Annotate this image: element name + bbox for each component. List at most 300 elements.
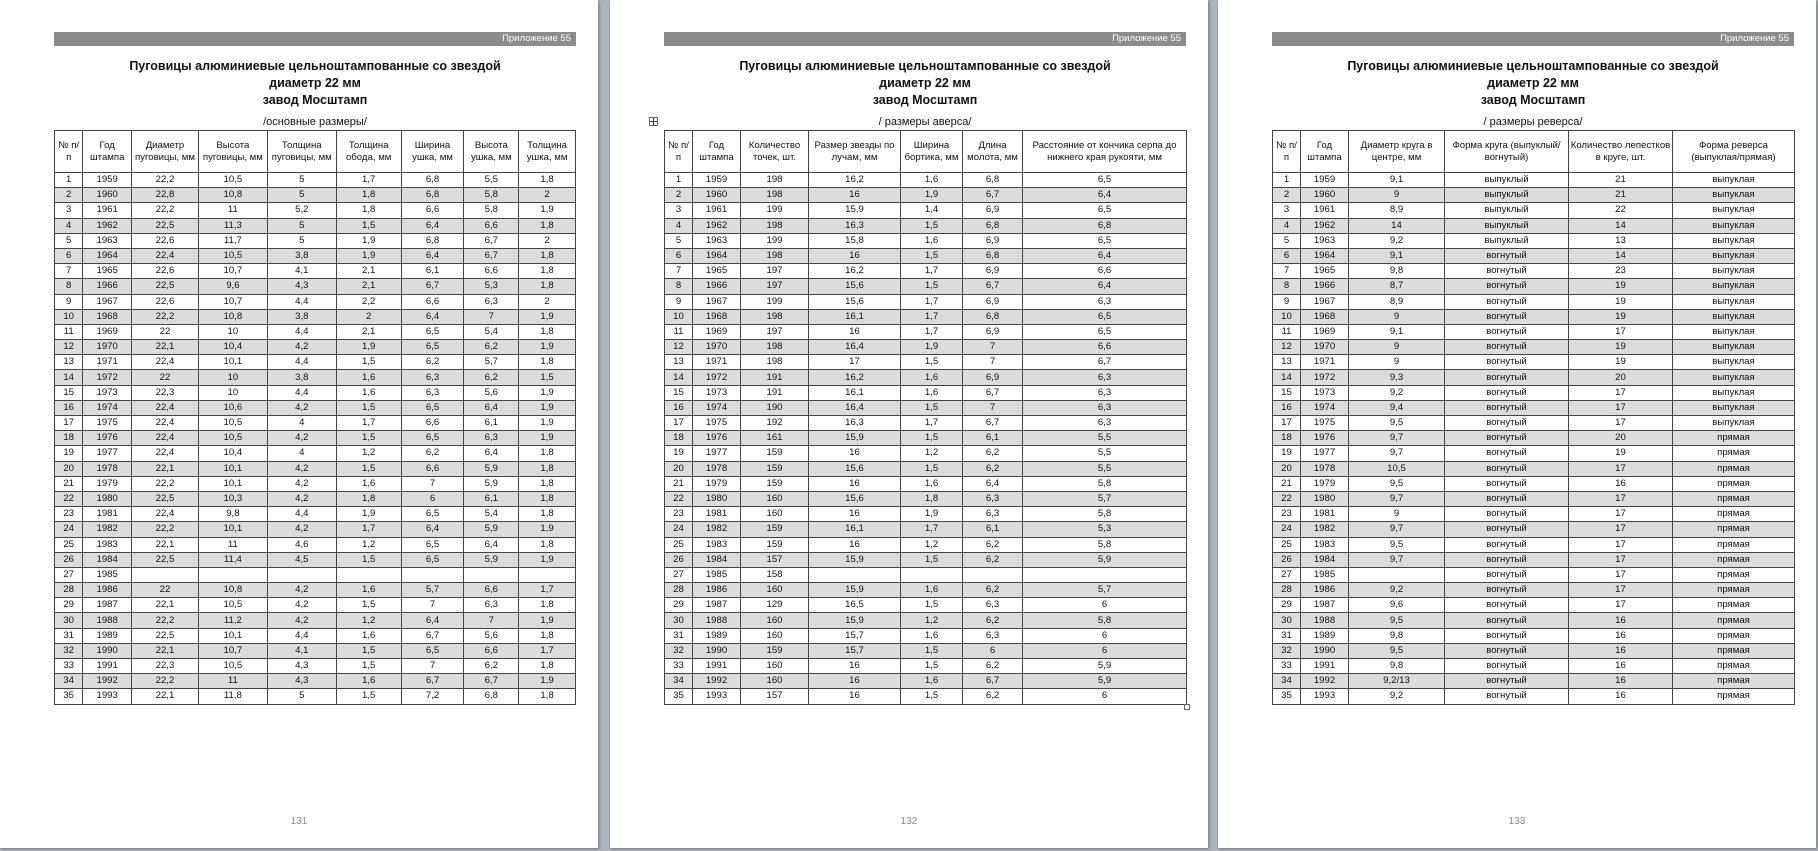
table-cell[interactable]	[401, 567, 464, 582]
table-cell[interactable]: 1973	[1301, 385, 1349, 400]
table-cell[interactable]: 14	[1273, 370, 1301, 385]
table-cell[interactable]: 16	[1569, 643, 1673, 658]
table-cell[interactable]: 16	[809, 537, 901, 552]
table-cell[interactable]: 31	[1273, 628, 1301, 643]
table-cell[interactable]: 1960	[1301, 188, 1349, 203]
table-cell[interactable]: 26	[1273, 552, 1301, 567]
table-cell[interactable]: 22,4	[132, 355, 199, 370]
table-cell[interactable]: 14	[1349, 218, 1445, 233]
table-cell[interactable]: 9,7	[1349, 446, 1445, 461]
table-cell[interactable]: 4,2	[267, 583, 336, 598]
table-cell[interactable]: 34	[665, 674, 693, 689]
table-cell[interactable]: 1,8	[519, 355, 576, 370]
table-cell[interactable]: 24	[665, 522, 693, 537]
table-cell[interactable]: 22,6	[132, 233, 199, 248]
table-cell[interactable]: 17	[1569, 400, 1673, 415]
table-cell[interactable]: выпуклая	[1673, 400, 1795, 415]
table-cell[interactable]: выпуклая	[1673, 248, 1795, 263]
table-cell[interactable]: 16	[809, 446, 901, 461]
table-cell[interactable]: 9	[665, 294, 693, 309]
table-cell[interactable]: 1,9	[901, 507, 963, 522]
table-cell[interactable]: 1960	[693, 188, 741, 203]
table-cell[interactable]: прямая	[1673, 507, 1795, 522]
table-cell[interactable]: 7	[401, 659, 464, 674]
table-cell[interactable]: 1978	[83, 461, 132, 476]
table-cell[interactable]: 17	[1569, 598, 1673, 613]
table-cell[interactable]: 19	[1569, 279, 1673, 294]
table-cell[interactable]: 197	[741, 279, 809, 294]
table-cell[interactable]	[336, 567, 401, 582]
table-cell[interactable]: 19	[1569, 309, 1673, 324]
table-cell[interactable]: 1,8	[519, 248, 576, 263]
table-cell[interactable]: 6,1	[963, 431, 1023, 446]
table-cell[interactable]: 1,8	[336, 203, 401, 218]
table-cell[interactable]: 13	[55, 355, 83, 370]
table-cell[interactable]: 19	[665, 446, 693, 461]
table-cell[interactable]: прямая	[1673, 643, 1795, 658]
table-cell[interactable]: 4,2	[267, 400, 336, 415]
table-cell[interactable]: 6,2	[464, 370, 519, 385]
table-cell[interactable]: 1,9	[336, 340, 401, 355]
table-cell[interactable]: 34	[1273, 674, 1301, 689]
table-cell[interactable]: 6,4	[401, 309, 464, 324]
table-cell[interactable]: 1979	[1301, 476, 1349, 491]
table-cell[interactable]: 10,1	[198, 476, 267, 491]
table-cell[interactable]: 1,9	[519, 416, 576, 431]
table-cell[interactable]: 1969	[83, 324, 132, 339]
table-cell[interactable]: 6,4	[1023, 279, 1187, 294]
table-cell[interactable]: 29	[55, 598, 83, 613]
table-cell[interactable]: 1,8	[519, 324, 576, 339]
table-cell[interactable]: 5	[267, 233, 336, 248]
table-cell[interactable]: 1,5	[901, 659, 963, 674]
table-cell[interactable]: 7	[1273, 264, 1301, 279]
table-cell[interactable]: 1,8	[519, 476, 576, 491]
table-cell[interactable]: 5	[267, 689, 336, 704]
table-cell[interactable]: 159	[741, 461, 809, 476]
table-cell[interactable]: 33	[55, 659, 83, 674]
table-cell[interactable]: 17	[1569, 552, 1673, 567]
table-cell[interactable]: 4	[1273, 218, 1301, 233]
table-cell[interactable]: 20	[1569, 431, 1673, 446]
table-cell[interactable]: выпуклый	[1445, 203, 1569, 218]
table-cell[interactable]: 5	[267, 188, 336, 203]
table-cell[interactable]: 17	[1569, 491, 1673, 506]
table-cell[interactable]: 6,5	[401, 552, 464, 567]
table-cell[interactable]: 22	[132, 583, 199, 598]
table-cell[interactable]: 1974	[693, 400, 741, 415]
table-cell[interactable]: 6,7	[1023, 355, 1187, 370]
table-cell[interactable]: 1988	[693, 613, 741, 628]
table-cell[interactable]: 24	[1273, 522, 1301, 537]
table-cell[interactable]: 4,2	[267, 431, 336, 446]
table-cell[interactable]: 6,1	[464, 416, 519, 431]
table-cell[interactable]: выпуклая	[1673, 279, 1795, 294]
table-cell[interactable]: 2,1	[336, 264, 401, 279]
table-cell[interactable]: 1967	[693, 294, 741, 309]
table-cell[interactable]: 1,8	[519, 461, 576, 476]
table-cell[interactable]: 9	[1349, 507, 1445, 522]
table-cell[interactable]: 6,6	[401, 461, 464, 476]
table-cell[interactable]: 1,2	[336, 537, 401, 552]
table-cell[interactable]: 199	[741, 294, 809, 309]
table-cell[interactable]: 1,2	[901, 613, 963, 628]
table-cell[interactable]: 3	[1273, 203, 1301, 218]
table-cell[interactable]: 9,2	[1349, 233, 1445, 248]
table-cell[interactable]	[1023, 567, 1187, 582]
table-cell[interactable]: 16	[809, 507, 901, 522]
table-cell[interactable]: выпуклая	[1673, 173, 1795, 188]
table-cell[interactable]: 11	[55, 324, 83, 339]
table-cell[interactable]: 5,7	[1023, 583, 1187, 598]
table-cell[interactable]: 1,6	[336, 476, 401, 491]
table-cell[interactable]: выпуклая	[1673, 340, 1795, 355]
table-cell[interactable]: 18	[665, 431, 693, 446]
table-cell[interactable]: 4,2	[267, 340, 336, 355]
table-cell[interactable]: 1,8	[519, 507, 576, 522]
table-cell[interactable]: 17	[55, 416, 83, 431]
table-cell[interactable]: 15,7	[809, 643, 901, 658]
table-cell[interactable]: 34	[55, 674, 83, 689]
table-cell[interactable]: 9,1	[1349, 173, 1445, 188]
table-cell[interactable]: прямая	[1673, 674, 1795, 689]
table-cell[interactable]: 15,8	[809, 233, 901, 248]
table-cell[interactable]: 22	[1273, 491, 1301, 506]
table-cell[interactable]: 157	[741, 689, 809, 704]
table-cell[interactable]: вогнутый	[1445, 583, 1569, 598]
table-cell[interactable]: 16	[1569, 476, 1673, 491]
table-cell[interactable]: 1,9	[336, 233, 401, 248]
table-cell[interactable]: 6,3	[464, 294, 519, 309]
table-cell[interactable]: 1,9	[519, 385, 576, 400]
table-cell[interactable]: 9,6	[1349, 598, 1445, 613]
table-cell[interactable]: 5,6	[464, 385, 519, 400]
table-cell[interactable]: 1,5	[519, 370, 576, 385]
table-cell[interactable]: 1984	[83, 552, 132, 567]
table-cell[interactable]: 5	[267, 173, 336, 188]
table-cell[interactable]: вогнутый	[1445, 294, 1569, 309]
table-cell[interactable]: 11,7	[198, 233, 267, 248]
table-cell[interactable]: 6,3	[963, 507, 1023, 522]
table-cell[interactable]: 1964	[83, 248, 132, 263]
table-cell[interactable]: 9,2	[1349, 689, 1445, 704]
table-cell[interactable]: 1966	[83, 279, 132, 294]
table-cell[interactable]: 1,6	[336, 385, 401, 400]
table-cell[interactable]: 15,9	[809, 203, 901, 218]
table-cell[interactable]: 1972	[1301, 370, 1349, 385]
table-cell[interactable]: 10,5	[198, 431, 267, 446]
table-cell[interactable]: 7	[963, 400, 1023, 415]
table-cell[interactable]: 5,4	[464, 507, 519, 522]
table-cell[interactable]: 6,8	[464, 689, 519, 704]
table-cell[interactable]	[901, 567, 963, 582]
table-cell[interactable]: 6,5	[401, 643, 464, 658]
table-cell[interactable]: 1987	[1301, 598, 1349, 613]
table-cell[interactable]: 1,6	[901, 385, 963, 400]
table-cell[interactable]: 17	[809, 355, 901, 370]
table-cell[interactable]: 198	[741, 340, 809, 355]
table-cell[interactable]: 1,5	[336, 431, 401, 446]
table-cell[interactable]: 1,2	[901, 446, 963, 461]
table-cell[interactable]: 16	[1569, 689, 1673, 704]
table-cell[interactable]: 28	[55, 583, 83, 598]
table-cell[interactable]: 4,2	[267, 491, 336, 506]
table-cell[interactable]: 1,5	[336, 643, 401, 658]
table-cell[interactable]: 19	[1273, 446, 1301, 461]
table-cell[interactable]: вогнутый	[1445, 324, 1569, 339]
table-cell[interactable]: 1,9	[336, 248, 401, 263]
table-cell[interactable]: вогнутый	[1445, 248, 1569, 263]
table-cell[interactable]: 35	[55, 689, 83, 704]
table-cell[interactable]: 14	[55, 370, 83, 385]
table-cell[interactable]: 16,3	[809, 218, 901, 233]
table-cell[interactable]: 10,8	[198, 583, 267, 598]
table-cell[interactable]: 1,8	[519, 446, 576, 461]
table-cell[interactable]: 29	[665, 598, 693, 613]
table-cell[interactable]: 16	[809, 188, 901, 203]
table-cell[interactable]: 1982	[83, 522, 132, 537]
table-cell[interactable]: 5	[267, 218, 336, 233]
table-cell[interactable]: 129	[741, 598, 809, 613]
table-cell[interactable]: 6,9	[963, 233, 1023, 248]
table-cell[interactable]: 10,7	[198, 643, 267, 658]
table-cell[interactable]: 26	[665, 552, 693, 567]
table-cell[interactable]: 2	[336, 309, 401, 324]
table-cell[interactable]: 6,6	[1023, 340, 1187, 355]
table-cell[interactable]: 1990	[83, 643, 132, 658]
table-cell[interactable]: 21	[55, 476, 83, 491]
table-cell[interactable]: 9	[1349, 340, 1445, 355]
table-cell[interactable]: 9	[55, 294, 83, 309]
table-cell[interactable]: 23	[1273, 507, 1301, 522]
table-cell[interactable]: вогнутый	[1445, 689, 1569, 704]
table-cell[interactable]: 16,2	[809, 370, 901, 385]
table-cell[interactable]: 17	[1273, 416, 1301, 431]
table-cell[interactable]: 16,4	[809, 400, 901, 415]
table-cell[interactable]: 161	[741, 431, 809, 446]
table-cell[interactable]: вогнутый	[1445, 491, 1569, 506]
table-cell[interactable]: 1,5	[336, 598, 401, 613]
table-cell[interactable]: 7	[464, 309, 519, 324]
table-cell[interactable]: 2	[665, 188, 693, 203]
table-cell[interactable]: 5,6	[464, 628, 519, 643]
table-cell[interactable]: 9,5	[1349, 613, 1445, 628]
table-cell[interactable]: 5,5	[1023, 431, 1187, 446]
table-cell[interactable]: 16	[809, 248, 901, 263]
table-cell[interactable]: 160	[741, 674, 809, 689]
table-cell[interactable]: 15,9	[809, 552, 901, 567]
table-cell[interactable]: 1	[665, 173, 693, 188]
table-cell[interactable]: выпуклый	[1445, 188, 1569, 203]
table-cell[interactable]: 6,8	[1023, 218, 1187, 233]
table-cell[interactable]: 23	[1569, 264, 1673, 279]
table-cell[interactable]: 6,4	[401, 522, 464, 537]
table-cell[interactable]: 6,1	[401, 264, 464, 279]
table-cell[interactable]: 9,2/13	[1349, 674, 1445, 689]
table-cell[interactable]: вогнутый	[1445, 370, 1569, 385]
table-cell[interactable]: 15,9	[809, 431, 901, 446]
table-cell[interactable]: 1,9	[519, 431, 576, 446]
table-cell[interactable]: 20	[1569, 370, 1673, 385]
table-cell[interactable]: 1963	[693, 233, 741, 248]
table-cell[interactable]: 1982	[1301, 522, 1349, 537]
table-cell[interactable]: 3	[665, 203, 693, 218]
table-cell[interactable]: вогнутый	[1445, 340, 1569, 355]
table-cell[interactable]: 1961	[1301, 203, 1349, 218]
table-cell[interactable]: 22,8	[132, 188, 199, 203]
table-cell[interactable]: 1,8	[336, 491, 401, 506]
table-cell[interactable]: 1,5	[901, 552, 963, 567]
table-cell[interactable]: 6	[55, 248, 83, 263]
table-cell[interactable]: 1963	[83, 233, 132, 248]
table-cell[interactable]: 1,6	[901, 173, 963, 188]
table-cell[interactable]: 2	[55, 188, 83, 203]
table-cell[interactable]: 1,9	[519, 340, 576, 355]
document-page-132[interactable]	[610, 0, 1208, 848]
table-cell[interactable]: 9,5	[1349, 537, 1445, 552]
table-cell[interactable]: 19	[55, 446, 83, 461]
table-cell[interactable]: прямая	[1673, 446, 1795, 461]
table-cell[interactable]: 18	[1273, 431, 1301, 446]
table-cell[interactable]: 4,1	[267, 264, 336, 279]
table-cell[interactable]: 1	[55, 173, 83, 188]
table-cell[interactable]: 9,5	[1349, 416, 1445, 431]
table-cell[interactable]: 160	[741, 628, 809, 643]
table-cell[interactable]: прямая	[1673, 583, 1795, 598]
table-cell[interactable]: прямая	[1673, 689, 1795, 704]
table-cell[interactable]: 22,2	[132, 309, 199, 324]
table-cell[interactable]: 1,6	[336, 370, 401, 385]
table-cell[interactable]: 22,3	[132, 385, 199, 400]
table-cell[interactable]: 17	[1569, 507, 1673, 522]
table-cell[interactable]: 9,1	[1349, 324, 1445, 339]
table-cell[interactable]: 10,5	[198, 173, 267, 188]
table-cell[interactable]: 1,5	[901, 218, 963, 233]
table-cell[interactable]: 4,2	[267, 476, 336, 491]
table-cell[interactable]: 4,2	[267, 613, 336, 628]
table-cell[interactable]: 10,7	[198, 264, 267, 279]
table-cell[interactable]: выпуклая	[1673, 294, 1795, 309]
table-cell[interactable]: 4,4	[267, 628, 336, 643]
table-cell[interactable]: прямая	[1673, 491, 1795, 506]
table-cell[interactable]: 1,8	[519, 628, 576, 643]
table-cell[interactable]: 1980	[1301, 491, 1349, 506]
table-cell[interactable]: 22,6	[132, 264, 199, 279]
table-cell[interactable]: 1976	[83, 431, 132, 446]
table-cell[interactable]: 2,2	[336, 294, 401, 309]
table-cell[interactable]: вогнутый	[1445, 552, 1569, 567]
table-cell[interactable]: 6	[963, 643, 1023, 658]
table-cell[interactable]: 13	[1273, 355, 1301, 370]
table-cell[interactable]: 25	[665, 537, 693, 552]
table-cell[interactable]: 5,9	[464, 461, 519, 476]
table-cell[interactable]: 1,5	[901, 598, 963, 613]
table-cell[interactable]: 11,3	[198, 218, 267, 233]
table-cell[interactable]: 1,7	[901, 416, 963, 431]
table-cell[interactable]: 1993	[83, 689, 132, 704]
table-cell[interactable]: 198	[741, 355, 809, 370]
table-cell[interactable]: 191	[741, 370, 809, 385]
table-cell[interactable]: 15,6	[809, 461, 901, 476]
table-cell[interactable]: 17	[1569, 522, 1673, 537]
table-cell[interactable]: 6,3	[401, 370, 464, 385]
table-cell[interactable]: 5,5	[1023, 446, 1187, 461]
table-cell[interactable]: 6,5	[401, 400, 464, 415]
table-cell[interactable]: 15,9	[809, 583, 901, 598]
table-cell[interactable]: 10	[198, 370, 267, 385]
table-cell[interactable]: 1985	[83, 567, 132, 582]
table-cell[interactable]: выпуклый	[1445, 173, 1569, 188]
table-cell[interactable]: вогнутый	[1445, 446, 1569, 461]
table-cell[interactable]: 4,2	[267, 522, 336, 537]
table-cell[interactable]	[267, 567, 336, 582]
table-cell[interactable]: 160	[741, 491, 809, 506]
table-cell[interactable]: 1969	[693, 324, 741, 339]
table-cell[interactable]: 198	[741, 173, 809, 188]
table-cell[interactable]: 6,8	[963, 248, 1023, 263]
table-cell[interactable]: 1,5	[901, 431, 963, 446]
table-cell[interactable]: 1982	[693, 522, 741, 537]
table-cell[interactable]: 3	[55, 203, 83, 218]
table-cell[interactable]: 1,6	[901, 370, 963, 385]
table-cell[interactable]: 1992	[693, 674, 741, 689]
table-cell[interactable]: 199	[741, 203, 809, 218]
table-cell[interactable]: 6,8	[401, 188, 464, 203]
table-cell[interactable]: 28	[1273, 583, 1301, 598]
table-cell[interactable]: 2	[519, 233, 576, 248]
table-cell[interactable]: 22,4	[132, 507, 199, 522]
table-cell[interactable]: 6,9	[963, 294, 1023, 309]
table-cell[interactable]: 6,3	[1023, 385, 1187, 400]
table-cell[interactable]: 12	[55, 340, 83, 355]
table-cell[interactable]: вогнутый	[1445, 416, 1569, 431]
table-cell[interactable]: 1,5	[336, 461, 401, 476]
table-cell[interactable]: 22,1	[132, 598, 199, 613]
table-cell[interactable]: 10,8	[198, 188, 267, 203]
table-cell[interactable]: выпуклая	[1673, 416, 1795, 431]
table-cell[interactable]: 11	[665, 324, 693, 339]
table-cell[interactable]: 1,5	[336, 659, 401, 674]
table-cell[interactable]: 1,9	[519, 203, 576, 218]
table-cell[interactable]: 22,1	[132, 461, 199, 476]
table-cell[interactable]: 11	[198, 203, 267, 218]
table-cell[interactable]: 7	[401, 476, 464, 491]
table-cell[interactable]: 9,7	[1349, 522, 1445, 537]
table-cell[interactable]: 5	[1273, 233, 1301, 248]
table-cell[interactable]: 1,2	[901, 537, 963, 552]
obverse-dimensions-table[interactable]	[664, 130, 1187, 705]
table-cell[interactable]: 6,7	[963, 416, 1023, 431]
table-cell[interactable]: 1959	[693, 173, 741, 188]
table-cell[interactable]: 9,7	[1349, 431, 1445, 446]
table-cell[interactable]: 190	[741, 400, 809, 415]
table-cell[interactable]: 8,9	[1349, 294, 1445, 309]
table-cell[interactable]: 6,2	[401, 446, 464, 461]
table-cell[interactable]: 4,1	[267, 643, 336, 658]
table-cell[interactable]: 8	[665, 279, 693, 294]
table-cell[interactable]: 21	[665, 476, 693, 491]
table-cell[interactable]: 22,4	[132, 400, 199, 415]
table-cell[interactable]: 1985	[693, 567, 741, 582]
table-cell[interactable]: 5,8	[464, 188, 519, 203]
table-cell[interactable]: прямая	[1673, 598, 1795, 613]
table-cell[interactable]: 29	[1273, 598, 1301, 613]
table-cell[interactable]: прямая	[1673, 461, 1795, 476]
table-cell[interactable]: 1976	[1301, 431, 1349, 446]
table-cell[interactable]: 1,8	[519, 659, 576, 674]
table-cell[interactable]: 6,6	[464, 218, 519, 233]
table-cell[interactable]: 16	[1569, 659, 1673, 674]
